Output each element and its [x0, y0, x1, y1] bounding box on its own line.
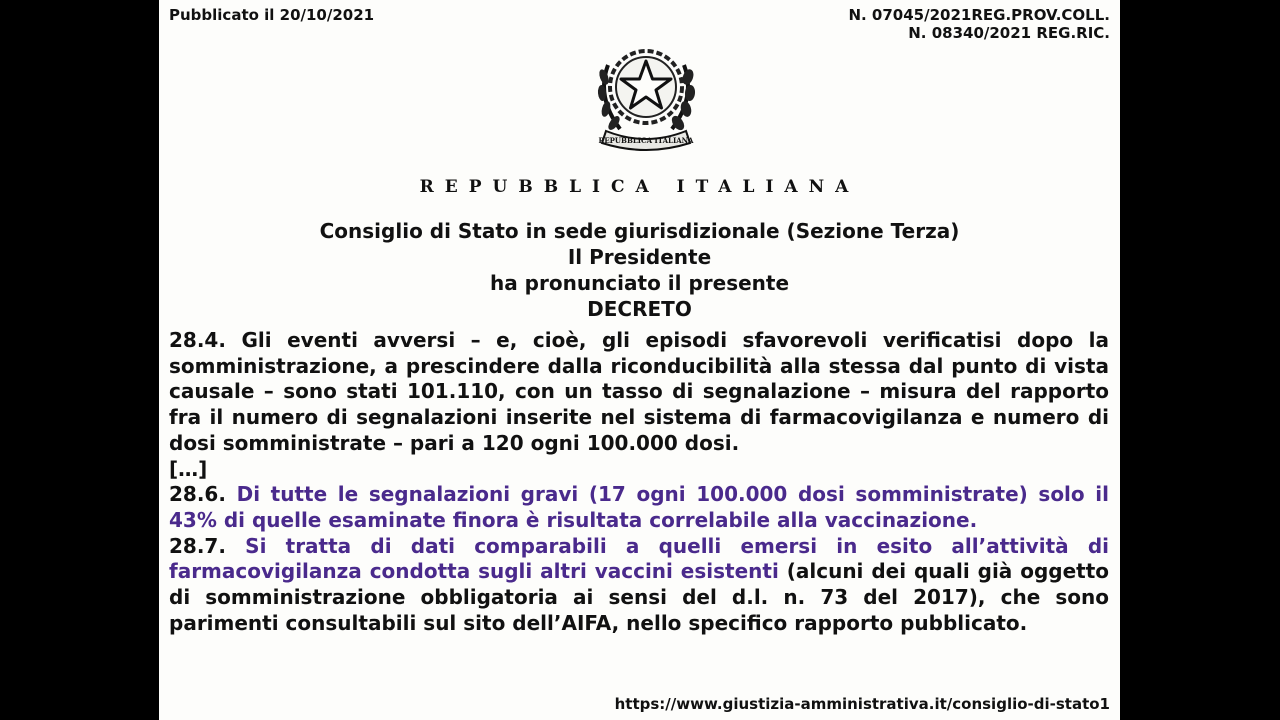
- publication-date: Pubblicato il 20/10/2021: [169, 6, 375, 24]
- president-line: Il Presidente: [567, 245, 712, 269]
- paragraph-28-4: [169, 328, 1109, 457]
- italian-republic-emblem-icon: [594, 35, 698, 151]
- paragraph-text: Gli eventi avversi – e, cioè, gli episodi sfavorevoli verificatisi dopo la somministrazione, a prescindere dalla riconducibilità alla stessa dal punto di vista causale – sono stati 101.110, con un tasso di segnalazione – misura del rapporto fra il numero di segnalazioni inserite nel sistema di farmacovigilanza e numero di dosi somministrate – pari a 120 ogni 100.000 dosi.: [169, 328, 1109, 455]
- pronounced-line: ha pronunciato il presente: [489, 271, 790, 295]
- decree-heading: [159, 218, 1120, 322]
- emblem-ribbon-text: REPUBBLICA ITALIANA: [598, 136, 694, 145]
- paragraph-number: 28.6.: [169, 482, 226, 507]
- paragraph-28-7: [169, 534, 1109, 637]
- paragraph-number: 28.7.: [169, 533, 226, 558]
- highlighted-text: Si tratta di dati comparabili a quelli emersi in esito all’attività di farmacovigilanza condotta sugli altri vaccini esistenti: [169, 533, 1110, 584]
- paragraph-28-6: [169, 482, 1109, 533]
- source-url: https://www.giustizia-amministrativa.it/consiglio-di-stato1: [614, 695, 1110, 713]
- case-numbers: [848, 6, 1110, 42]
- case-number-ric: N. 08340/2021 REG.RIC.: [908, 24, 1110, 42]
- paragraph-number: 28.4.: [169, 328, 226, 352]
- case-number-coll: N. 07045/2021REG.PROV.COLL.: [848, 6, 1110, 24]
- court-name: Consiglio di Stato in sede giurisdizionale (Sezione Terza): [319, 219, 960, 243]
- document-page: [159, 0, 1120, 720]
- decree-title: DECRETO: [587, 297, 692, 321]
- highlighted-text: Di tutte le segnalazioni gravi (17 ogni 100.000 dosi somministrate) solo il 43% di quelle esaminate finora è risultata correlabile alla vaccinazione.: [169, 482, 1109, 532]
- omission-marker: […]: [169, 456, 208, 481]
- republic-heading: REPUBBLICA ITALIANA: [419, 177, 860, 197]
- paragraph-text: (alcuni dei quali già oggetto di somministrazione obbligatoria ai sensi del d.l. n. 73 del 2017), che sono parimenti consultabili sul sito dell’AIFA, nello specifico rapporto pubblicato.: [169, 559, 1109, 635]
- decree-body: [169, 328, 1109, 636]
